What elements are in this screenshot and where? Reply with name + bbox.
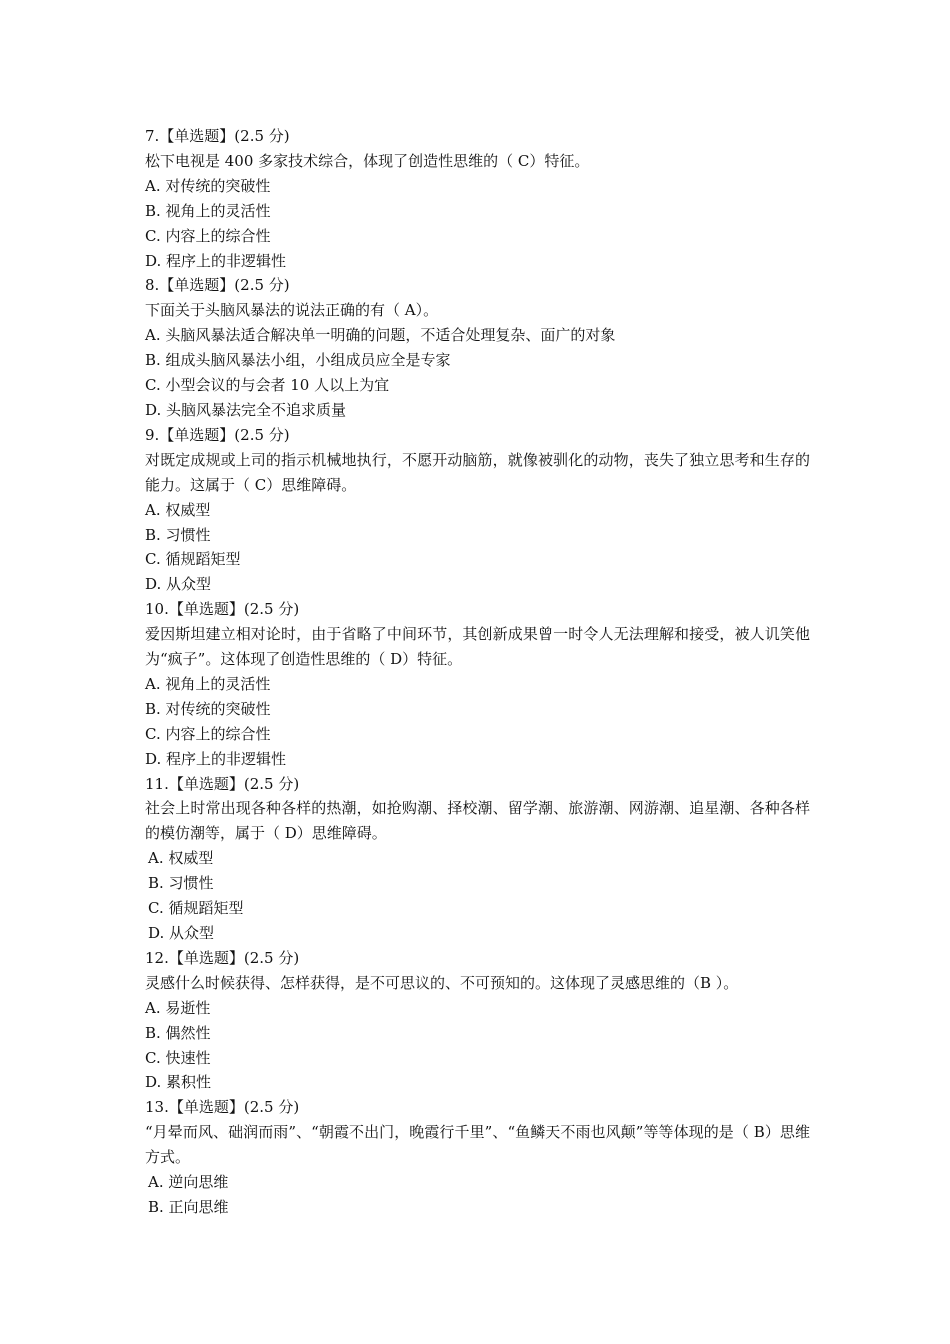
question-header: 13.【单选题】(2.5 分) <box>145 1098 300 1117</box>
option-c: C. 内容上的综合性 <box>145 724 271 743</box>
option-a: A. 对传统的突破性 <box>145 176 271 195</box>
question-header: 11.【单选题】(2.5 分) <box>145 774 300 793</box>
question-stem: “月晕而风、础润而雨”、“朝霞不出门，晚霞行千里”、“鱼鳞天不雨也风颠”等等体现的是（ B）思维方式。 <box>145 1123 810 1167</box>
option-b: B. 正向思维 <box>148 1197 229 1216</box>
question-11 <box>145 772 810 946</box>
document-body <box>145 124 810 1220</box>
question-13 <box>145 1095 810 1220</box>
question-header: 7.【单选题】(2.5 分) <box>145 127 290 145</box>
option-a: A. 权威型 <box>145 500 211 519</box>
question-stem: 灵感什么时候获得、怎样获得，是不可思议的、不可预知的。这体现了灵感思维的（B ）。 <box>145 973 739 992</box>
option-d: D. 累积性 <box>145 1073 212 1092</box>
question-header: 12.【单选题】(2.5 分) <box>145 948 300 967</box>
option-b: B. 偶然性 <box>145 1023 211 1042</box>
question-header: 10.【单选题】(2.5 分) <box>145 600 300 619</box>
option-a: A. 易逝性 <box>145 998 211 1017</box>
option-a: A. 头脑风暴法适合解决单一明确的问题，不适合处理复杂、面广的对象 <box>145 326 616 345</box>
option-d: D. 程序上的非逻辑性 <box>145 749 287 768</box>
option-b: B. 习惯性 <box>145 525 211 544</box>
question-7 <box>145 124 810 273</box>
question-8 <box>145 273 810 422</box>
option-b: B. 视角上的灵活性 <box>145 201 271 220</box>
question-stem: 松下电视是 400 多家技术综合，体现了创造性思维的（ C）特征。 <box>145 151 590 170</box>
question-stem: 社会上时常出现各种各样的热潮，如抢购潮、择校潮、留学潮、旅游潮、网游潮、追星潮、各种各样的模仿潮等，属于（ D）思维障碍。 <box>145 799 810 843</box>
option-c: C. 小型会议的与会者 10 人以上为宜 <box>145 376 390 395</box>
option-a: A. 逆向思维 <box>148 1173 229 1192</box>
question-header: 8.【单选题】(2.5 分) <box>145 276 290 295</box>
option-d: D. 从众型 <box>145 575 212 594</box>
option-c: C. 内容上的综合性 <box>145 226 271 245</box>
question-9 <box>145 423 810 597</box>
option-a: A. 视角上的灵活性 <box>145 674 271 693</box>
question-header: 9.【单选题】(2.5 分) <box>145 425 290 444</box>
question-stem: 爱因斯坦建立相对论时，由于省略了中间环节，其创新成果曾一时令人无法理解和接受，被人讥笑他为“疯子”。这体现了创造性思维的（ D）特征。 <box>145 625 810 669</box>
question-10 <box>145 597 810 771</box>
option-b: B. 对传统的突破性 <box>145 699 271 718</box>
option-c: C. 循规蹈矩型 <box>148 899 244 918</box>
option-c: C. 循规蹈矩型 <box>145 550 241 569</box>
question-stem: 对既定成规或上司的指示机械地执行，不愿开动脑筋，就像被驯化的动物，丧失了独立思考和生存的能力。这属于（ C）思维障碍。 <box>145 450 810 494</box>
question-stem: 下面关于头脑风暴法的说法正确的有（ A）。 <box>145 301 439 320</box>
option-d: D. 从众型 <box>148 924 215 942</box>
option-a: A. 权威型 <box>148 849 214 868</box>
option-d: D. 头脑风暴法完全不追求质量 <box>145 400 347 419</box>
option-d: D. 程序上的非逻辑性 <box>145 251 287 270</box>
option-b: B. 组成头脑风暴法小组，小组成员应全是专家 <box>145 351 451 370</box>
question-12 <box>145 946 810 1095</box>
option-c: C. 快速性 <box>145 1048 211 1067</box>
option-b: B. 习惯性 <box>148 874 214 893</box>
